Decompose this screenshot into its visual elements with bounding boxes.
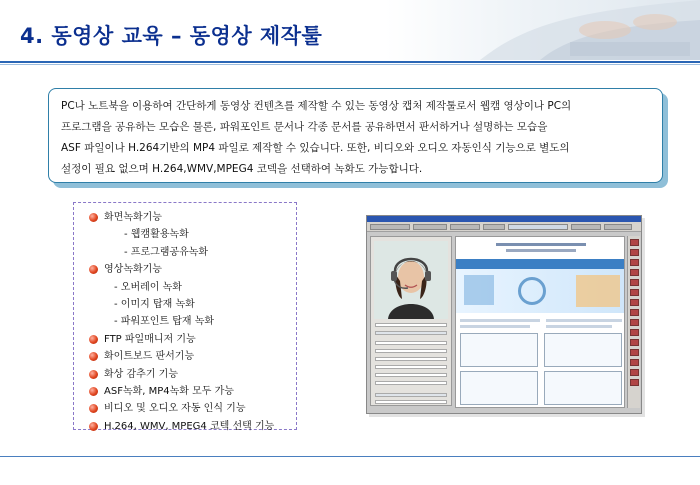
feature-label: - 웹캠활용녹화: [124, 229, 189, 241]
bullet-icon: [89, 370, 98, 379]
feature-label: ASF녹화, MP4녹화 모두 가능: [104, 385, 234, 397]
feature-label: - 이미지 탑재 녹화: [114, 298, 195, 310]
feature-label: - 파워포인트 탑재 녹화: [114, 316, 215, 328]
feature-item: [84, 383, 290, 400]
webcam-preview: [374, 241, 448, 319]
tool-palette: [627, 236, 640, 408]
description-box: [48, 88, 663, 183]
feature-item: [84, 366, 290, 383]
feature-subitem: [84, 244, 290, 261]
bullet-icon: [89, 422, 98, 431]
feature-item: [84, 331, 290, 348]
feature-label: 화이트보드 판서기능: [104, 351, 195, 363]
slide-header: [0, 0, 700, 60]
hands-keyboard-decoration: [420, 0, 700, 60]
description-line: ASF 파일이나 H.264기반의 MP4 파일로 제작할 수 있습니다. 또한, 비디오와 오디오 자동인식 기능으로 별도의: [61, 142, 570, 154]
footer-divider: [0, 456, 700, 457]
feature-label: 화상 감추기 기능: [104, 368, 178, 380]
feature-label: 비디오 및 오디오 자동 인식 기능: [104, 403, 246, 415]
bullet-icon: [89, 352, 98, 361]
bullet-icon: [89, 265, 98, 274]
app-screenshot: [366, 215, 642, 414]
shared-webpage-preview: [455, 236, 625, 408]
feature-label: 화면녹화기능: [104, 212, 162, 223]
feature-subitem: [84, 279, 290, 296]
feature-item: [84, 418, 290, 435]
description-line: PC나 노트북을 이용하여 간단하게 동영상 컨텐츠를 제작할 수 있는 동영상 캡처 제작툴로서 웹캠 영상이나 PC의: [61, 100, 572, 112]
feature-subitem: [84, 226, 290, 243]
feature-label: - 프로그램공유녹화: [124, 246, 209, 258]
feature-item: [84, 348, 290, 365]
page-title: 4. 동영상 교육 – 동영상 제작툴: [20, 24, 323, 48]
feature-label: FTP 파일매니저 기능: [104, 333, 196, 345]
feature-subitem: [84, 313, 290, 330]
bullet-icon: [89, 335, 98, 344]
feature-label: 영상녹화기능: [104, 264, 162, 276]
feature-label: - 오버레이 녹화: [114, 281, 182, 293]
bullet-icon: [89, 387, 98, 396]
header-divider: [0, 61, 700, 63]
bullet-icon: [89, 213, 98, 222]
feature-item: [84, 209, 290, 226]
header-divider-thin: [0, 64, 700, 65]
capture-panel: [370, 236, 452, 406]
feature-subitem: [84, 296, 290, 313]
window-toolbar: [367, 222, 641, 232]
description-line: 설정이 필요 없으며 H.264,WMV,MPEG4 코덱을 선택하여 녹화도 가능합니다.: [61, 163, 423, 175]
feature-item: [84, 261, 290, 278]
description-line: 프로그램을 공유하는 모습은 물론, 파워포인트 문서나 각종 문서를 공유하면서 판서하거나 설명하는 모습을: [61, 121, 548, 133]
bullet-icon: [89, 404, 98, 413]
feature-item: [84, 400, 290, 417]
feature-label: H.264, WMV, MPEG4 코텍 선택 기능: [104, 420, 275, 432]
feature-list: [73, 202, 297, 430]
